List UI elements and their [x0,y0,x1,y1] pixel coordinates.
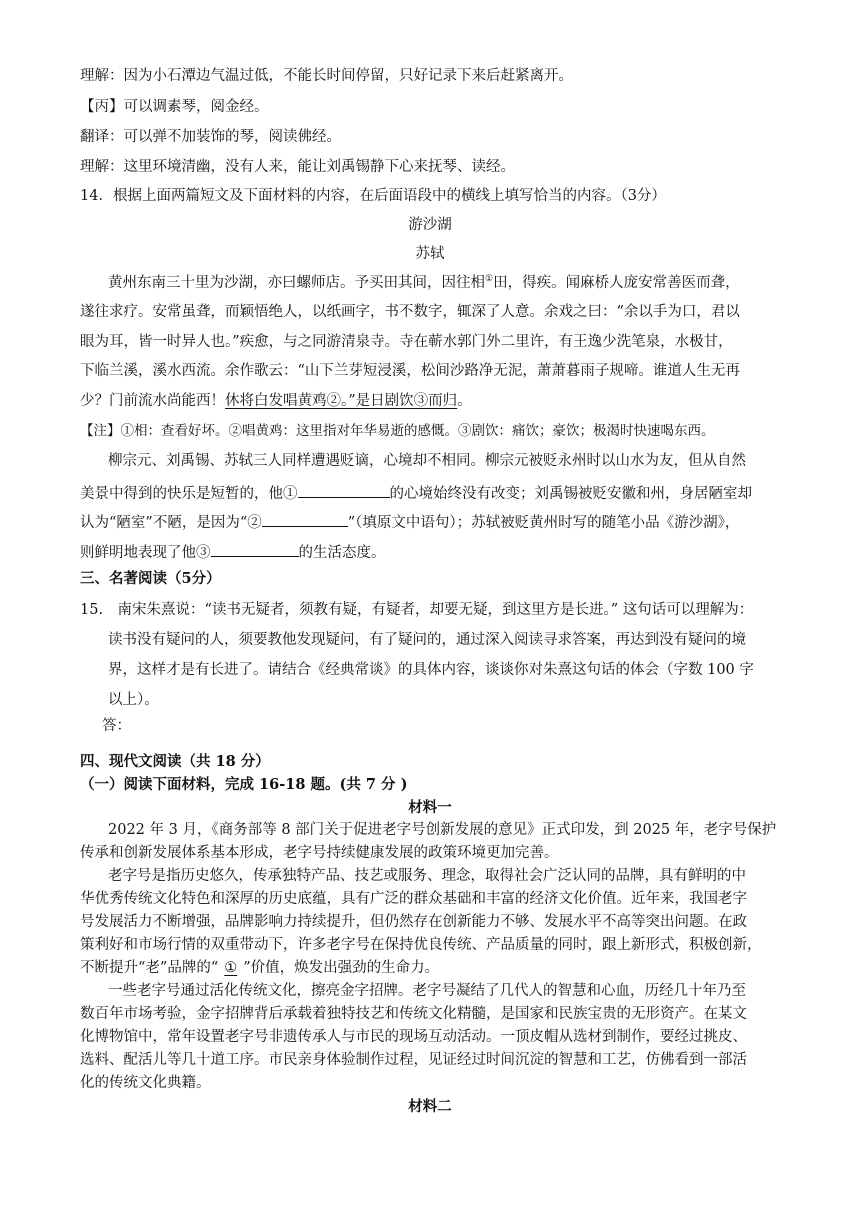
poem-line-4: 下临兰溪，溪水西流。余作歌云：“山下兰芽短浸溪，松间沙路净无泥，萧萧暮雨子规啼。谁道人生无再 [80,363,740,379]
material-1-title: 材料一 [408,799,452,816]
m1-line-5: 号发展活力不断增强，品牌影响力持续提升，但仍然存在创新能力不够、发展水平不高等突出问题。在政 [80,914,747,930]
m1-line-6: 策利好和市场行情的双重带动下，许多老字号在保持优良传统、产品质量的同时，跟上新形式，积极创新， [80,937,762,953]
m1-line-2: 传承和创新发展体系基本形成，老字号持续健康发展的政策环境更加完善。 [80,845,559,861]
para-line-2: 美景中得到的快乐是短暂的，他① 的心境始终没有改变；刘禹锡被贬安徽和州，身居陋室却 [80,481,752,504]
section-4-title: 四、现代文阅读（共 18 分） [80,753,270,770]
answer-label: 答： [102,718,131,734]
m1-line-11: 选料、配活儿等几十道工序。市民亲身体验制作过程，见证经过时间沉淀的智慧和工艺，仿佛看到一部活 [80,1052,747,1068]
translation-line: 翻译：可以弹不加装饰的琴，阅读佛经。 [80,129,341,145]
blank-2[interactable] [262,510,348,527]
understanding-line-2: 理解：这里环境清幽，没有人来，能让刘禹锡静下心来抚琴、读经。 [80,159,515,175]
blank-1[interactable] [298,481,390,498]
m1-line-12: 化的传统文化典籍。 [80,1075,211,1091]
m1-line-7: 不断提升“老”品牌的“ ① ”价值，焕发出强劲的生命力。 [80,960,440,976]
m1-line-1: 2022 年 3 月，《商务部等 8 部门关于促进老字号创新发展的意见》正式印发，到 2025 年，老字号保护 [108,822,777,838]
underlined-sentence: 休将白发唱黄鸡②。”是日剧饮③而归 [225,393,458,409]
footnote-mark-1: ① [485,274,494,285]
blank-value-1[interactable]: ① [224,960,238,976]
material-2-title: 材料二 [408,1098,452,1115]
footnote: 【注】①相：查看好坏。②唱黄鸡：这里指对年华易逝的感慨。③剧饮：痛饮；豪饮；极渴时快速喝东西。 [80,423,715,439]
poem-title: 游沙湖 [408,217,452,233]
question-15-line-2: 读书没有疑问的人，须要教他发现疑问，有了疑问的，通过深入阅读寻求答案，再达到没有疑问的境 [108,632,746,648]
para-line-1: 柳宗元、刘禹锡、苏轼三人同样遭遇贬谪，心境却不相同。柳宗元被贬永州时以山水为友，但从自然 [108,453,746,469]
question-15-line-3: 界，这样才是有长进了。请结合《经典常谈》的具体内容，谈谈你对朱熹这句话的体会（字数 100 字 [108,662,754,678]
para-line-3: 认为“陋室”不陋，是因为“② ”（填原文中语句）；苏轼被贬黄州时写的随笔小品《游沙湖》， [80,510,739,533]
m1-line-4: 华优秀传统文化特色和深厚的历史底蕴，具有广泛的群众基础和丰富的经济文化价值。近年来，我国老字 [80,891,747,907]
poem-line-2: 遂往求疗。安常虽聋，而颖悟绝人，以纸画字，书不数字，辄深了人意。余戏之曰：“余以手为口，君以 [80,304,740,320]
poem-line-5: 少？门前流水尚能西！休将白发唱黄鸡②。”是日剧饮③而归。 [80,393,472,409]
poem-author: 苏轼 [415,246,445,262]
para-line-4: 则鲜明地表现了他③ 的生活态度。 [80,540,386,563]
question-15-line-4: 以上）。 [108,692,159,708]
section-3-title: 三、名著阅读（5分） [80,570,221,587]
understanding-line-1: 理解：因为小石潭边气温过低，不能长时间停留，只好记录下来后赶紧离开。 [80,68,573,84]
m1-line-8: 一些老字号通过活化传统文化，擦亮金字招牌。老字号凝结了几代人的智慧和心血，历经几十年乃至 [108,983,746,999]
subsection-1-title: （一）阅读下面材料，完成 16-18 题。(共 7 分 ) [80,776,408,793]
question-15-line-1: 15. 南宋朱熹说：“读书无疑者，须教有疑，有疑者，却要无疑，到这里方是长进。” 这句话可以理解为： [80,602,754,618]
poem-line-1: 黄州东南三十里为沙湖，亦曰螺师店。予买田其间，因往相①田，得疾。闻麻桥人庞安常善医而聋， [108,274,740,291]
blank-3[interactable] [211,540,299,557]
bing-line: 【丙】可以调素琴，阅金经。 [80,99,269,115]
m1-line-3: 老字号是指历史悠久，传承独特产品、技艺或服务、理念，取得社会广泛认同的品牌，具有鲜明的中 [108,868,746,884]
m1-line-9: 数百年市场考验，金字招牌背后承载着独特技艺和传统文化精髓，是国家和民族宝贵的无形资产。在某文 [80,1006,747,1022]
poem-line-3: 眼为耳，皆一时异人也。”疾愈，与之同游清泉寺。寺在蕲水郭门外二里许，有王逸少洗笔泉，水极甘， [80,334,733,350]
question-14: 14．根据上面两篇短文及下面材料的内容，在后面语段中的横线上填写恰当的内容。（3分） [80,188,666,204]
m1-line-10: 化博物馆中，常年设置老字号非遗传承人与市民的现场互动活动。一顶皮帽从选材到制作，要经过挑皮、 [80,1029,747,1045]
